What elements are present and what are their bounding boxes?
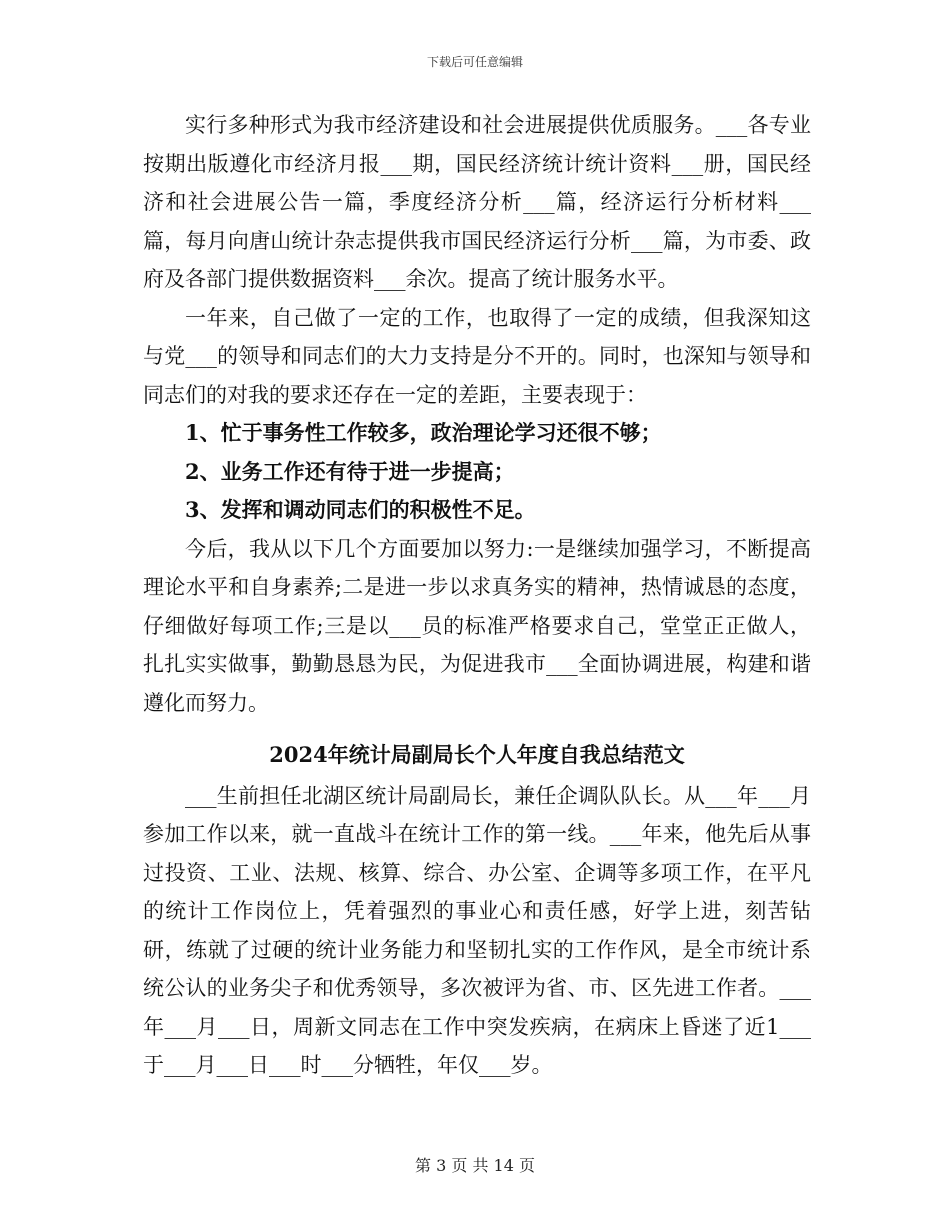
- paragraph-future-efforts: 今后，我从以下几个方面要加以努力:一是继续加强学习，不断提高理论水平和自身素养;二是进一步以求真务实的精神，热情诚恳的态度，仔细做好每项工作;三是以___员的标准严格要求自己，堂堂正正做人，扎扎实实做事，勤勤恳恳为民，为促进我市___全面协调进展，构建和谐遵化而努力。: [143, 536, 811, 715]
- page-header-note: 下载后可任意编辑: [426, 55, 523, 69]
- document-body: [143, 106, 811, 1085]
- list-item-business-improvement: 2、业务工作还有待于进一步提高；: [185, 458, 515, 484]
- list-item-theory-study: 1、忙于事务性工作较多，政治理论学习还很不够；: [185, 420, 662, 445]
- paragraph-shortcomings-intro: 一年来，自己做了一定的工作，也取得了一定的成绩，但我深知这与党___的领导和同志们的大力支持是分不开的。同时，也深知与领导和同志们的对我的要求还存在一定的差距，主要表现于：: [143, 305, 811, 407]
- list-item-motivation: 3、发挥和调动同志们的积极性不足。: [185, 497, 536, 522]
- section-title: 2024年统计局副局长个人年度自我总结范文: [269, 742, 685, 767]
- page-footer-number: 第 3 页 共 14 页: [415, 1156, 535, 1175]
- paragraph-statistics-services: 实行多种形式为我市经济建设和社会进展提供优质服务。___各专业按期出版遵化市经济月报___期，国民经济统计统计资料___册，国民经济和社会进展公告一篇，季度经济分析___篇，经济运行分析材料___篇，每月向唐山统计杂志提供我市国民经济运行分析___篇，为市委、政府及各部门提供数据资料___余次。提高了统计服务水平。: [143, 113, 811, 291]
- paragraph-biography: ___生前担任北湖区统计局副局长，兼任企调队队长。从___年___月参加工作以来，就一直战斗在统计工作的第一线。___年来，他先后从事过投资、工业、法规、核算、综合、办公室、企调等多项工作，在平凡的统计工作岗位上，凭着强烈的事业心和责任感，好学上进，刻苦钻研，练就了过硬的统计业务能力和坚韧扎实的工作作风，是全市统计系统公认的业务尖子和优秀领导，多次被评为省、市、区先进工作者。___年___月___日，周新文同志在工作中突发疾病，在病床上昏迷了近1___于___月___日___时___分牺牲，年仅___岁。: [143, 783, 811, 1077]
